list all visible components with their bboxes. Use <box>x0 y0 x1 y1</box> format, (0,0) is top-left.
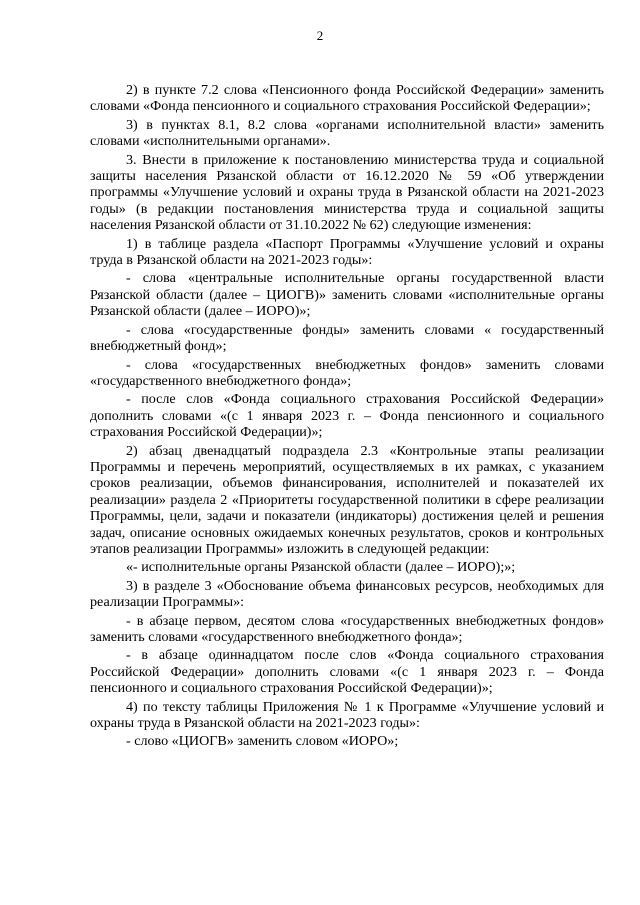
document-body <box>90 82 604 750</box>
paragraph: - после слов «Фонда социального страхования Российской Федерации» дополнить словами «(с 1 января 2023 г. – Фонда пенсионного и социального страхования Российской Федерации)»; <box>90 391 604 441</box>
paragraph: 4) по тексту таблицы Приложения № 1 к Программе «Улучшение условий и охраны труда в Рязанской области на 2021-2023 годы»: <box>90 698 604 732</box>
paragraph: - слова «государственных внебюджетных фондов» заменить словами «государственного внебюджетного фонда»; <box>90 356 604 389</box>
paragraph: 3. Внести в приложение к постановлению министерства труда и социальной защиты населения Рязанской области от 16.12.2020 № 59 «Об утверждении программы «Улучшение условий и охраны труда в Рязанской области на 2021-2023 годы» (в редакции постановления министерства труда и социальной защиты населения Рязанской области от 31.10.2022 № 62) следующие изменения: <box>90 151 604 234</box>
paragraph: 2) абзац двенадцатый подраздела 2.3 «Контрольные этапы реализации Программы и перечень мероприятий, осуществляемых в их рамках, с указанием сроков реализации, объемов финансирования, исполнителей и показателей их реализации» раздела 2 «Приоритеты государственной политики в сфере реализации Программы, цели, задачи и показатели (индикаторы) достижения целей и решения задач, описание основных ожидаемых конечных результатов, сроков и контрольных этапов реализации Программы» изложить в следующей редакции: <box>90 442 604 557</box>
paragraph: 3) в пунктах 8.1, 8.2 слова «органами исполнительной власти» заменить словами «исполнительными органами». <box>90 116 604 150</box>
paragraph: - в абзаце первом, десятом слова «государственных внебюджетных фондов» заменить словами «государственного внебюджетного фонда»; <box>90 612 604 645</box>
paragraph: - в абзаце одиннадцатом после слов «Фонда социального страхования Российской Федерации» дополнить словами «(с 1 января 2023 г. – Фонда пенсионного и социального страхования Российской Федерации)»; <box>90 647 604 697</box>
paragraph: «- исполнительные органы Рязанской области (далее – ИОРО);»; <box>126 559 516 576</box>
paragraph: - слова «государственные фонды» заменить словами « государственный внебюджетный фонд»; <box>90 321 604 355</box>
paragraph: 2) в пункте 7.2 слова «Пенсионного фонда Российской Федерации» заменить словами «Фонда пенсионного и социального страхования Российской Федерации»; <box>90 82 604 115</box>
paragraph: - слова «центральные исполнительные органы государственной власти Рязанской области (далее – ЦИОГВ)» заменить словами «исполнительные органы Рязанской области (далее – ИОРО)»; <box>90 270 604 320</box>
page-number: 2 <box>316 28 324 43</box>
paragraph: 1) в таблице раздела «Паспорт Программы «Улучшение условий и охраны труда в Рязанской области на 2021-2023 годы»: <box>90 235 604 269</box>
paragraph: - слово «ЦИОГВ» заменить словом «ИОРО»; <box>126 733 399 750</box>
paragraph: 3) в разделе 3 «Обоснование объема финансовых ресурсов, необходимых для реализации Программы»: <box>90 577 604 611</box>
